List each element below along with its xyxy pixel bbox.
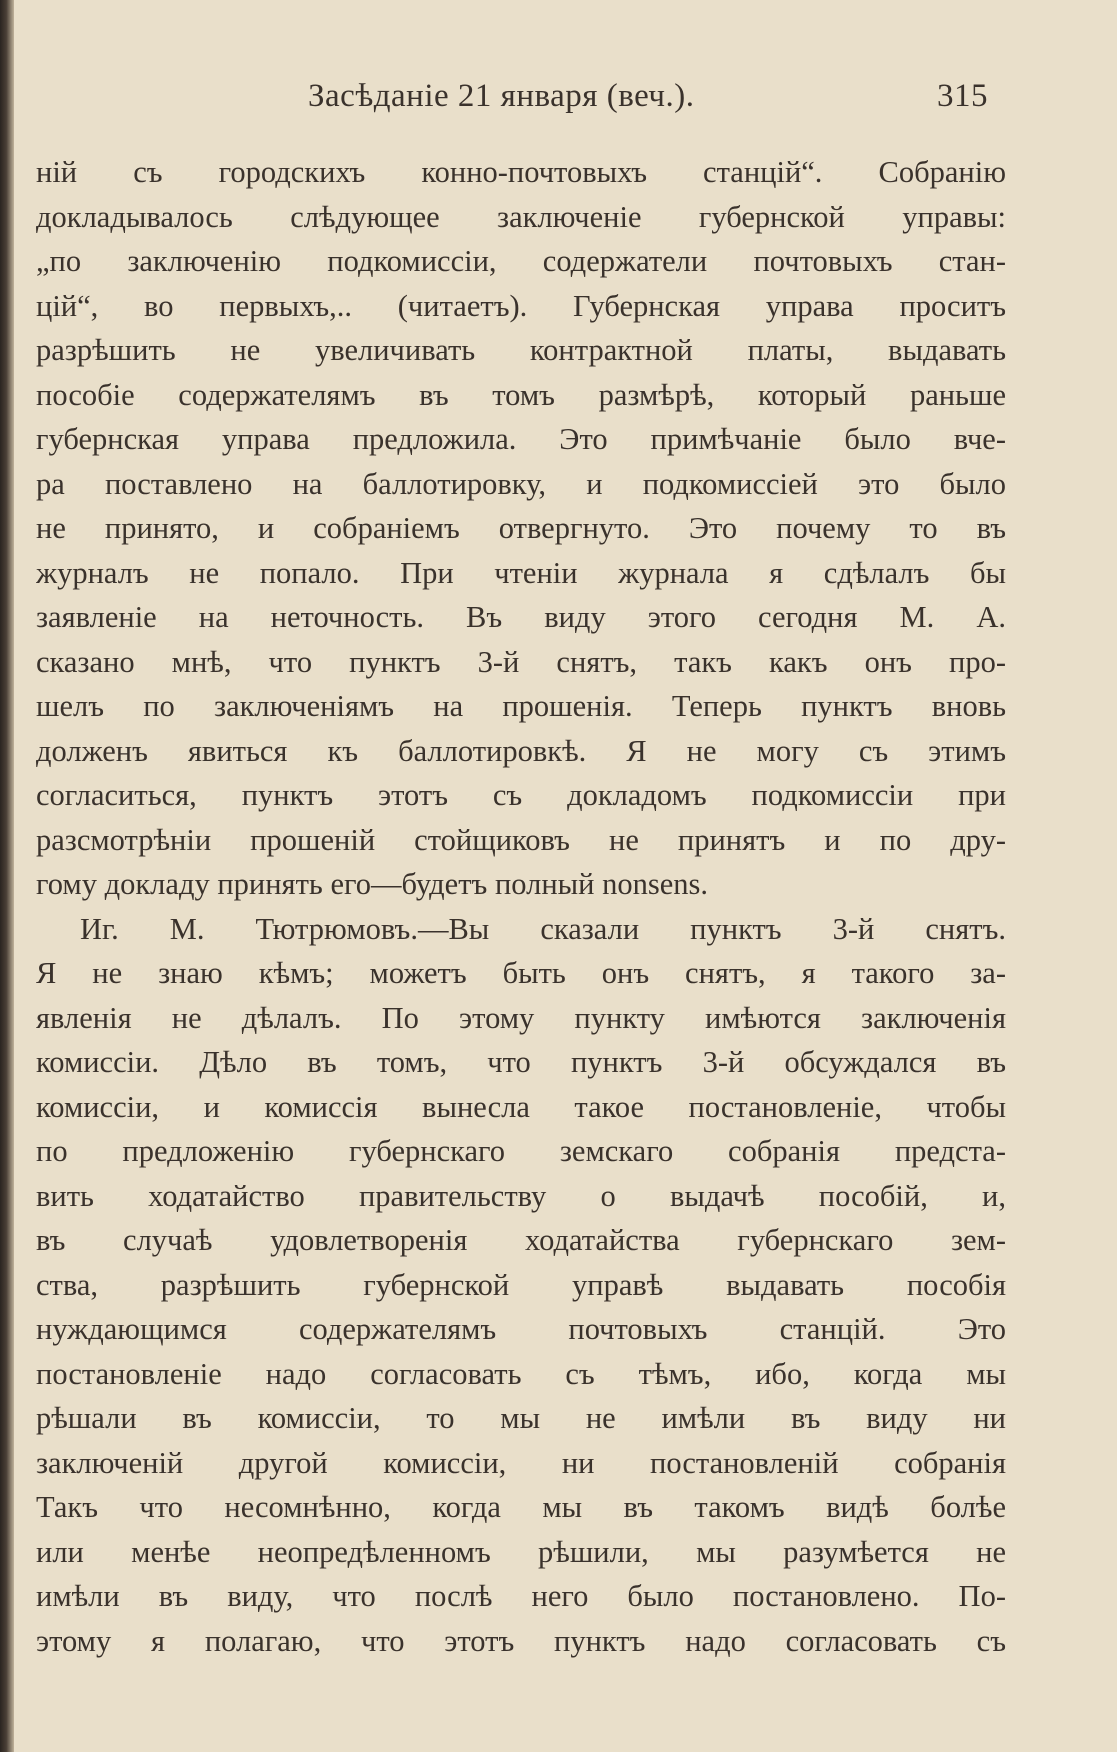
text-line: по предложенію губернскаго земскаго собранія предста- — [36, 1134, 1006, 1168]
text-line: докладывалось слѣдующее заключеніе губернской управы: — [36, 199, 1006, 234]
text-line: долженъ явиться къ баллотировкѣ. Я не могу съ этимъ — [36, 733, 1006, 768]
text-line: заключеній другой комиссіи, ни постановленій собранія — [36, 1445, 1006, 1480]
page-header — [308, 72, 988, 122]
body-text — [36, 150, 1006, 1663]
text-line: рѣшали въ комиссіи, то мы не имѣли въ виду ни — [36, 1401, 1006, 1435]
text-line: или менѣе неопредѣленномъ рѣшили, мы разумѣется не — [36, 1534, 1006, 1569]
text-line: пособіе содержателямъ въ томъ размѣрѣ, который раньше — [36, 377, 1006, 412]
book-spine-shadow — [0, 0, 14, 1752]
text-line: имѣли въ виду, что послѣ него было постановлено. По- — [36, 1579, 1006, 1613]
text-line: ній съ городскихъ конно-почтовыхъ станцій“. Собранію — [36, 155, 1006, 189]
text-line: ства, разрѣшить губернской управѣ выдавать пособія — [36, 1267, 1006, 1302]
text-line: цій“, во первыхъ,.. (читаетъ). Губернская управа проситъ — [36, 288, 1006, 323]
text-line-paragraph-start: Иг. М. Тютрюмовъ.—Вы сказали пунктъ 3-й снятъ. — [80, 911, 1006, 946]
text-line: шелъ по заключеніямъ на прошенія. Теперь пунктъ вновь — [36, 689, 1006, 723]
text-line: ра поставлено на баллотировку, и подкомиссіей это было — [36, 466, 1006, 501]
text-line: согласиться, пунктъ этотъ съ докладомъ подкомиссіи при — [36, 778, 1006, 812]
text-line: не принято, и собраніемъ отвергнуто. Это почему то въ — [36, 511, 1006, 545]
text-line: „по заключенію подкомиссіи, содержатели почтовыхъ стан- — [36, 244, 1006, 278]
text-line-paragraph-end: гому докладу принять его—будетъ полный nonsens. — [36, 867, 708, 901]
text-line: журналъ не попало. При чтеніи журнала я сдѣлалъ бы — [36, 555, 1006, 590]
text-line: разсмотрѣніи прошеній стойщиковъ не принятъ и по дру- — [36, 822, 1006, 857]
page-number: 315 — [937, 78, 988, 114]
text-line: Я не знаю кѣмъ; можетъ быть онъ снятъ, я такого за- — [36, 956, 1006, 990]
text-line: комиссіи, и комиссія вынесла такое постановленіе, чтобы — [36, 1089, 1006, 1124]
text-line: явленія не дѣлалъ. По этому пункту имѣются заключенія — [36, 1000, 1006, 1035]
text-line: Такъ что несомнѣнно, когда мы въ такомъ видѣ болѣе — [36, 1490, 1006, 1524]
text-line: заявленіе на неточность. Въ виду этого сегодня М. А. — [36, 600, 1006, 634]
text-line: въ случаѣ удовлетворенія ходатайства губернскаго зем- — [36, 1223, 1006, 1257]
text-line: вить ходатайство правительству о выдачѣ пособій, и, — [36, 1178, 1006, 1213]
text-line: разрѣшить не увеличивать контрактной платы, выдавать — [36, 333, 1006, 367]
text-line: этому я полагаю, что этотъ пунктъ надо согласовать съ — [36, 1623, 1006, 1658]
text-line: губернская управа предложила. Это примѣчаніе было вче- — [36, 422, 1006, 456]
running-title: Засѣданіе 21 января (веч.). — [308, 78, 695, 114]
text-line: постановленіе надо согласовать съ тѣмъ, ибо, когда мы — [36, 1356, 1006, 1391]
text-line: комиссіи. Дѣло въ томъ, что пунктъ 3-й обсуждался въ — [36, 1045, 1006, 1079]
text-line: сказано мнѣ, что пунктъ 3-й снятъ, такъ какъ онъ про- — [36, 644, 1006, 679]
text-line: нуждающимся содержателямъ почтовыхъ станцій. Это — [36, 1312, 1006, 1346]
